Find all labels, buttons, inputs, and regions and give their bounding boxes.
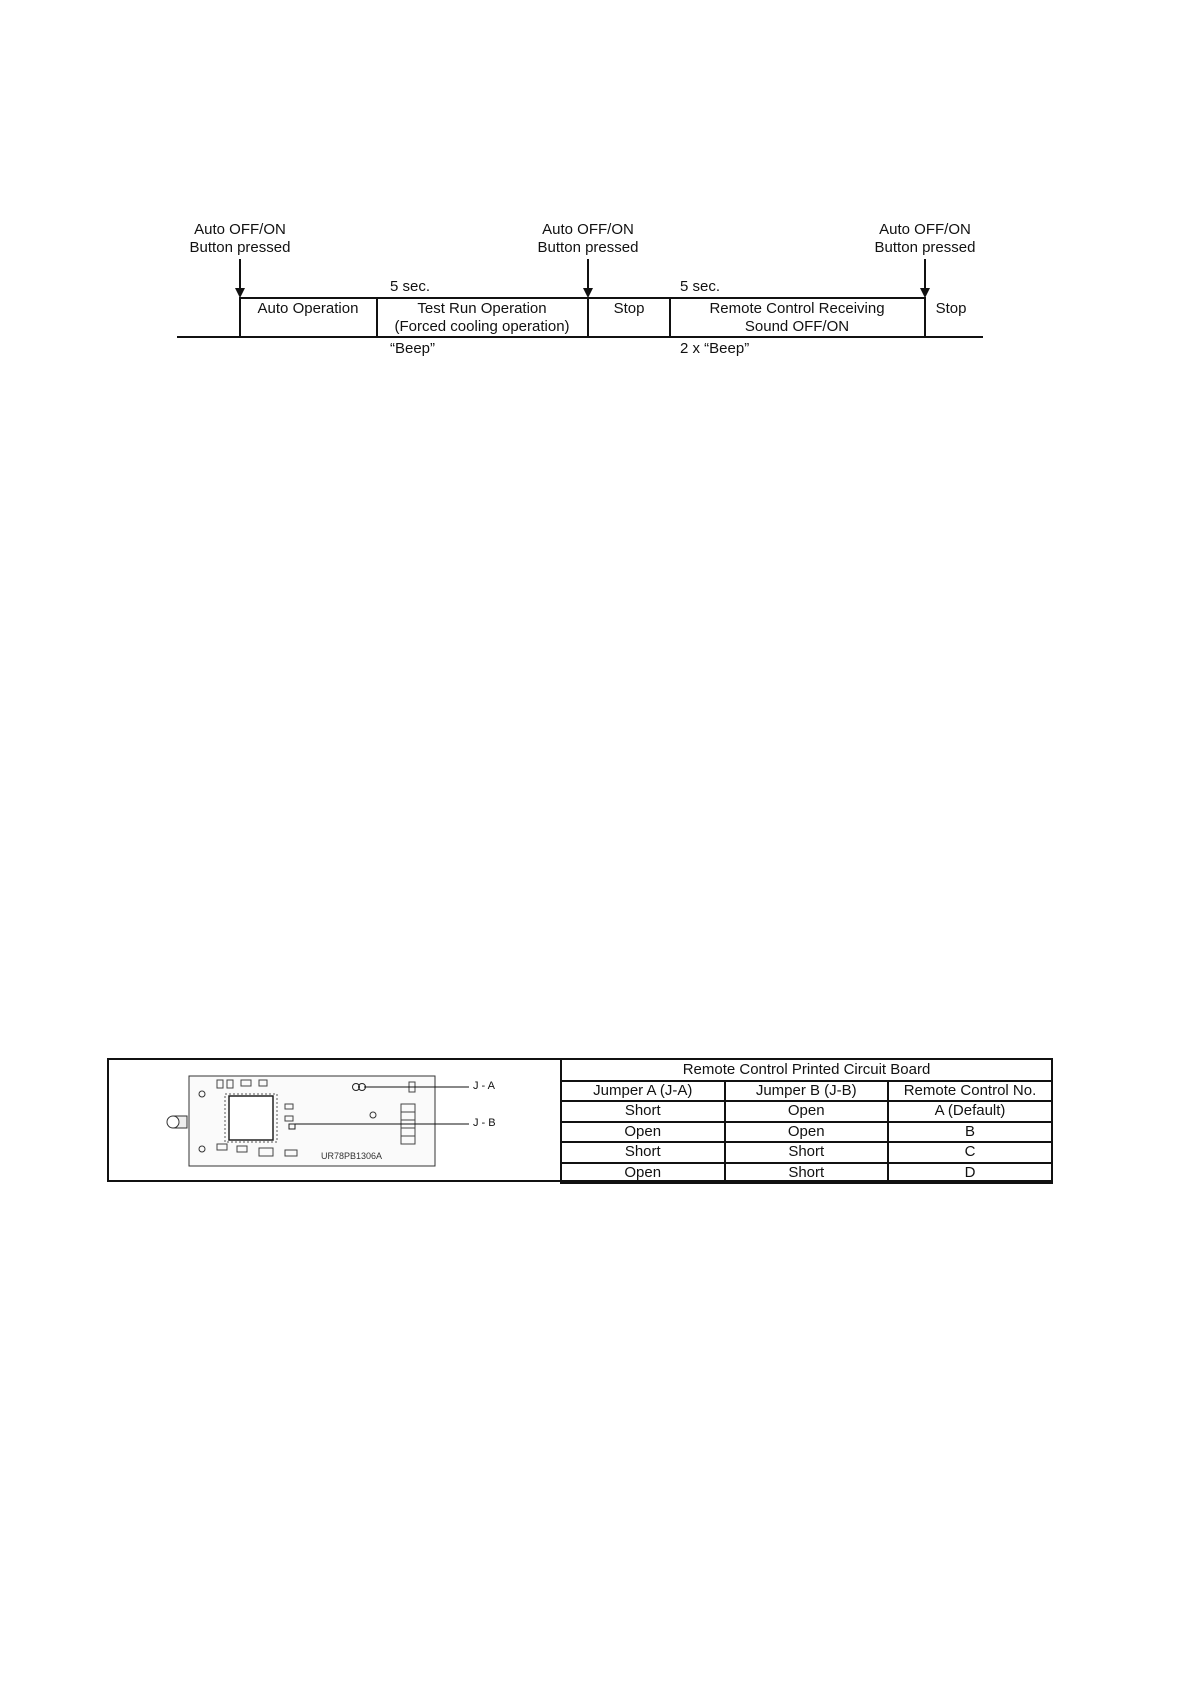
- segment-divider: [669, 297, 671, 338]
- marker-label-1: Auto OFF/ON Button pressed: [189, 221, 291, 256]
- header-jumper-b: Jumper B (J-B): [725, 1081, 889, 1101]
- table-row: [561, 1142, 1052, 1163]
- segment-divider: [239, 297, 241, 338]
- cell-jumper-b: Open: [725, 1122, 889, 1143]
- table-row: [561, 1122, 1052, 1143]
- beep-label-1: “Beep”: [390, 340, 436, 357]
- jumper-b-callout: J - B: [473, 1117, 496, 1129]
- segment-top-line: [240, 297, 926, 299]
- cell-jumper-a: Short: [561, 1101, 725, 1122]
- cell-jumper-a: Open: [561, 1122, 725, 1143]
- cell-remote-no: C: [888, 1142, 1052, 1163]
- duration-label-2: 5 sec.: [680, 278, 721, 295]
- cell-remote-no: D: [888, 1163, 1052, 1184]
- table-row: [561, 1163, 1052, 1184]
- cell-jumper-a: Open: [561, 1163, 725, 1184]
- cell-remote-no: A (Default): [888, 1101, 1052, 1122]
- header-jumper-a: Jumper A (J-A): [561, 1081, 725, 1101]
- segment-divider: [924, 297, 926, 338]
- segment-divider: [587, 297, 589, 338]
- arrow-3: [920, 259, 930, 298]
- header-remote-no: Remote Control No.: [888, 1081, 1052, 1101]
- arrow-2: [583, 259, 593, 298]
- marker-label-2: Auto OFF/ON Button pressed: [537, 221, 639, 256]
- arrow-1: [235, 259, 245, 298]
- cell-jumper-a: Short: [561, 1142, 725, 1163]
- segment-auto-operation: Auto Operation: [257, 300, 359, 317]
- cell-remote-no: B: [888, 1122, 1052, 1143]
- beep-label-2: 2 x “Beep”: [680, 340, 750, 357]
- segment-divider: [376, 297, 378, 338]
- cell-jumper-b: Short: [725, 1142, 889, 1163]
- table-row: [561, 1101, 1052, 1122]
- segment-stop-2: Stop: [935, 300, 967, 317]
- segment-stop-1: Stop: [613, 300, 645, 317]
- marker-label-3: Auto OFF/ON Button pressed: [874, 221, 976, 256]
- cell-jumper-b: Open: [725, 1101, 889, 1122]
- segment-test-run: Test Run Operation (Forced cooling operation): [394, 300, 570, 335]
- arrow-layer: [0, 0, 1190, 400]
- baseline: [177, 336, 983, 338]
- duration-label-1: 5 sec.: [390, 278, 431, 295]
- table-title: Remote Control Printed Circuit Board: [561, 1059, 1052, 1081]
- jumper-table: [560, 1058, 1053, 1184]
- pcb-illustration: [109, 1060, 562, 1180]
- jumper-a-callout: J - A: [473, 1080, 496, 1092]
- cell-jumper-b: Short: [725, 1163, 889, 1184]
- jumper-setting-panel: [107, 1058, 1053, 1182]
- segment-remote-receiving: Remote Control Receiving Sound OFF/ON: [709, 300, 885, 335]
- board-code: UR78PB1306A: [321, 1151, 383, 1161]
